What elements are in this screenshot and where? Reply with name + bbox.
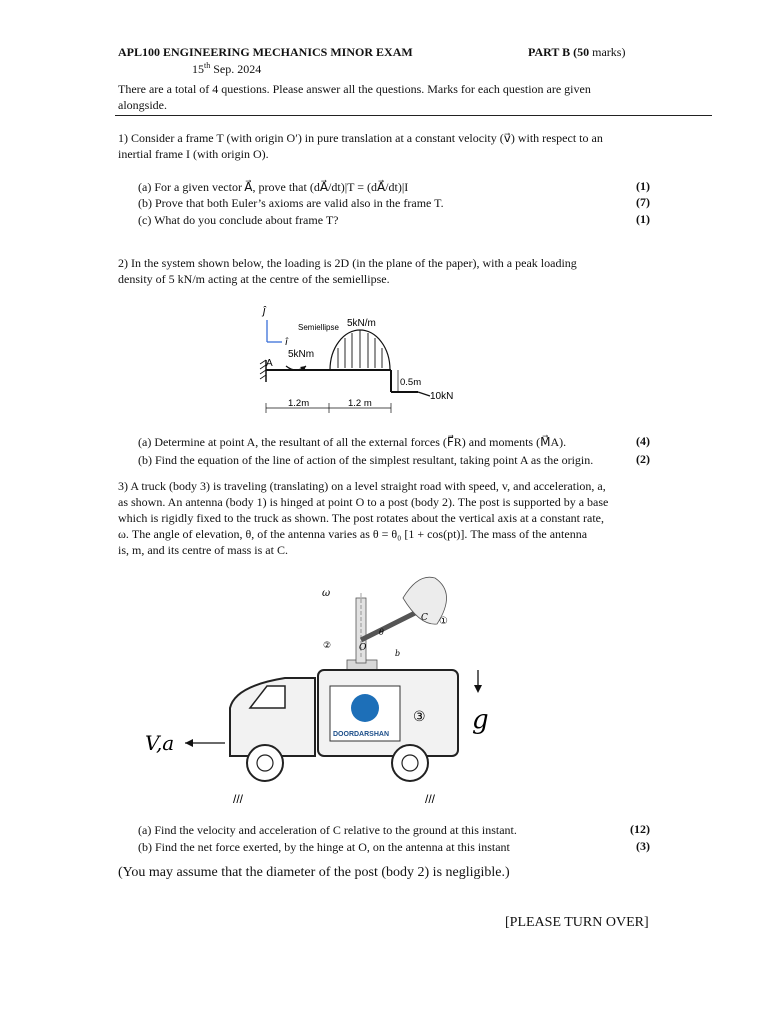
force-label: 10kN [430, 391, 454, 402]
c-label: C [421, 613, 428, 623]
q3-stem [118, 478, 652, 558]
rear-wheel [392, 745, 428, 781]
j-label: ĵ [263, 305, 266, 317]
body2-label: ② [323, 640, 332, 650]
q2-stem-line2: density of 5 kN/m acting at the centre of the semiellipse. [118, 272, 390, 286]
q3-item-a-marks: (12) [630, 822, 650, 836]
q2-item-b: (b) Find the equation of the line of action of the simplest resultant, taking point A as the origin. [138, 453, 594, 467]
part-label: PART B (50 marks) [528, 45, 626, 59]
q3-line5: is, m, and its centre of mass is at C. [118, 543, 288, 557]
q3-item-b-marks: (3) [636, 839, 650, 853]
q2-item-b-marks: (2) [636, 452, 650, 466]
exam-title: APL100 ENGINEERING MECHANICS MINOR EXAM [118, 45, 413, 59]
q2-stem-line1: 2) In the system shown below, the loading is 2D (in the plane of the paper), with a peak loading [118, 256, 577, 270]
ground-right: /// [425, 792, 436, 806]
omega-label: ω [322, 588, 331, 599]
moment-label: 5kNm [288, 349, 315, 360]
q1-item-a-marks: (1) [636, 179, 650, 193]
dim2-label: 1.2 m [348, 398, 372, 409]
q1-item-c: (c) What do you conclude about frame T? [138, 213, 339, 227]
b-label: b [395, 649, 401, 658]
truck-diagram [135, 568, 515, 813]
semiellipse-label: Semiellipse [298, 323, 339, 332]
q1-item-b: (b) Prove that both Euler’s axioms are valid also in the frame T. [138, 196, 444, 210]
q3-line4: ω. The angle of elevation, θ, of the antenna varies as θ = θ₀ [1 + cos(pt)]. The mass of the antenna [118, 527, 588, 541]
footer-turn-over: [PLEASE TURN OVER] [505, 915, 649, 930]
q3-item-b: (b) Find the net force exerted, by the hinge at O, on the antenna at this instant [138, 840, 510, 854]
g-label: g [472, 705, 489, 735]
q3-line2: as shown. An antenna (body 1) is hinged at point O to a post (body 2). The post is supported by a base [118, 495, 609, 509]
q1-item-b-marks: (7) [636, 195, 650, 209]
theta-label: θ [379, 628, 384, 637]
doordarshan-logo-icon [351, 694, 379, 722]
q1-item-c-marks: (1) [636, 212, 650, 226]
point-a-label: A [266, 358, 273, 369]
drop-label: 0.5m [400, 377, 422, 388]
q3-item-a: (a) Find the velocity and acceleration of C relative to the ground at this instant. [138, 823, 517, 837]
q2-item-a: (a) Determine at point A, the resultant of all the external forces (F⃗R) and moments (M⃗A). [138, 435, 567, 449]
va-label: V,a [145, 731, 175, 755]
logo-text: DOORDARSHAN [333, 731, 389, 738]
body3-label: ③ [413, 708, 426, 724]
o-label: O [359, 643, 367, 653]
q3-line1: 3) A truck (body 3) is traveling (translating) on a level straight road with speed, v, and acceleration, a, [118, 479, 606, 493]
q3-note: (You may assume that the diameter of the post (body 2) is negligible.) [118, 865, 510, 880]
front-wheel [247, 745, 283, 781]
q1-item-a: (a) For a given vector A⃗, prove that (dA⃗/dt)|T = (dA⃗/dt)|I [138, 180, 409, 194]
exam-date: 15th Sep. 2024 [192, 61, 262, 76]
q1-stem-line2: inertial frame I (with origin O). [118, 147, 269, 161]
beam-diagram [250, 300, 480, 420]
q3-line3: which is rigidly fixed to the truck as shown. The post rotates about the vertical axis at a constant rate, [118, 511, 604, 525]
instructions: There are a total of 4 questions. Please answer all the questions. Marks for each question are given alongside. [118, 82, 591, 112]
q1-stem-line1: 1) Consider a frame T (with origin O′) in pure translation at a constant velocity (v⃗) with respect to an [118, 131, 603, 145]
body1-label: ① [439, 616, 448, 627]
load-label: 5kN/m [347, 318, 376, 329]
ground-left: /// [233, 792, 244, 806]
q2-item-a-marks: (4) [636, 434, 650, 448]
dim1-label: 1.2m [288, 398, 310, 409]
force-line [418, 392, 430, 396]
header-divider [115, 115, 712, 116]
i-label: î [285, 337, 288, 348]
